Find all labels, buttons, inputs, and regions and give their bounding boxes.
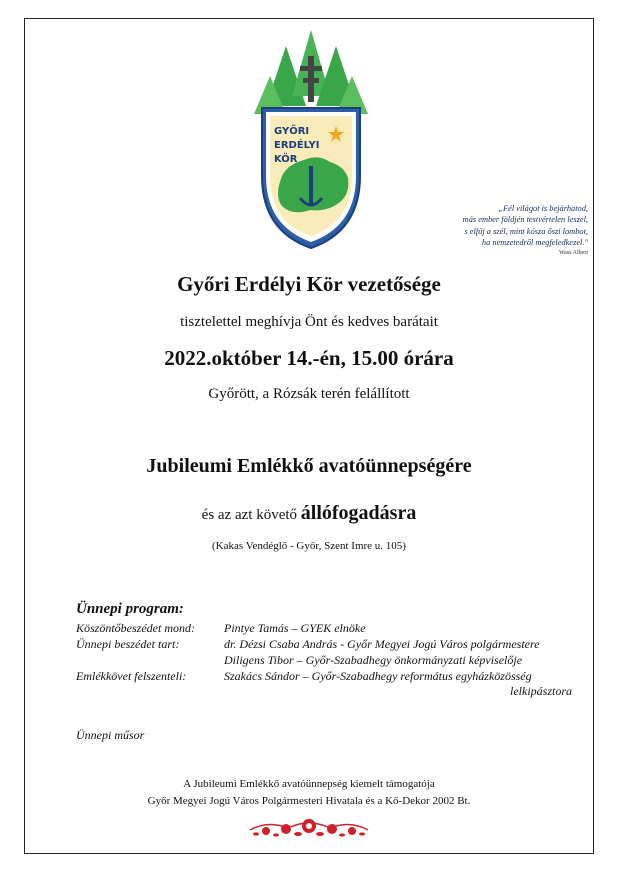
- event-date: 2022.október 14.-én, 15.00 órára: [164, 346, 454, 370]
- program-row: [76, 652, 523, 668]
- reception-word: állófogadásra: [300, 502, 417, 524]
- quote-line: „Fél világot is bejárhatod,: [498, 204, 588, 213]
- event-name: Jubileumi Emlékkő avatóünnepségére: [146, 455, 472, 477]
- reception-line: [24, 502, 594, 525]
- program-musor: Ünnepi műsor: [76, 728, 145, 742]
- program-person: Diligens Tibor – Győr-Szabadhegy önkormányzati képviselője: [224, 653, 523, 667]
- logo-text-line1: GYŐRI: [274, 126, 310, 137]
- program-title: Ünnepi program:: [76, 601, 184, 617]
- invitation-title: Győri Erdélyi Kör vezetősége: [177, 272, 441, 296]
- reception-prefix: és az azt követő: [201, 507, 298, 523]
- logo-text-line2: ERDÉLYI: [274, 140, 320, 151]
- invite-text: tisztelettel meghívja Önt és kedves barátait: [180, 314, 438, 330]
- quote-line: ha nemzetedről megfeledkezel.": [481, 237, 588, 247]
- gyek-coat-of-arms-logo: [248, 26, 374, 256]
- sponsor-note: [24, 776, 594, 810]
- logo-text-line3: KÖR: [274, 154, 298, 165]
- wass-albert-quote: [368, 203, 588, 258]
- quote-author: Wass Albert: [558, 250, 588, 257]
- program-person: dr. Dézsi Csaba András - Győr Megyei Jogú Város polgármestere: [224, 637, 540, 651]
- program-last-line: lelkipásztora: [510, 684, 572, 698]
- program-person: Pintye Tamás – GYEK elnöke: [224, 621, 366, 635]
- program-row: [76, 620, 366, 636]
- quote-line: s elfúj a szél, mint kósza őszi lombot,: [464, 226, 588, 236]
- event-place: Győrött, a Rózsák terén felállított: [208, 386, 410, 402]
- venue-address: (Kakas Vendéglő - Győr, Szent Imre u. 105): [212, 540, 406, 552]
- quote-line: más ember földjén testvértelen leszel,: [462, 215, 588, 225]
- program-row: [76, 636, 540, 652]
- sponsor-line1: A Jubileumi Emlékkő avatóünnepség kiemelt támogatója: [183, 778, 435, 790]
- folk-flower-ornament: [248, 814, 370, 842]
- program-role: Ünnepi beszédet tart:: [76, 637, 180, 651]
- program-row: [76, 668, 532, 684]
- program-section: [76, 601, 540, 684]
- program-role: Emlékkövet felszenteli:: [76, 669, 187, 683]
- sponsor-line2: Győr Megyei Jogú Város Polgármesteri Hivatala és a Kő-Dekor 2002 Bt.: [147, 795, 471, 807]
- program-role: Köszöntőbeszédet mond:: [76, 621, 195, 635]
- program-person: Szakács Sándor – Győr-Szabadhegy református egyházközösség: [224, 669, 532, 683]
